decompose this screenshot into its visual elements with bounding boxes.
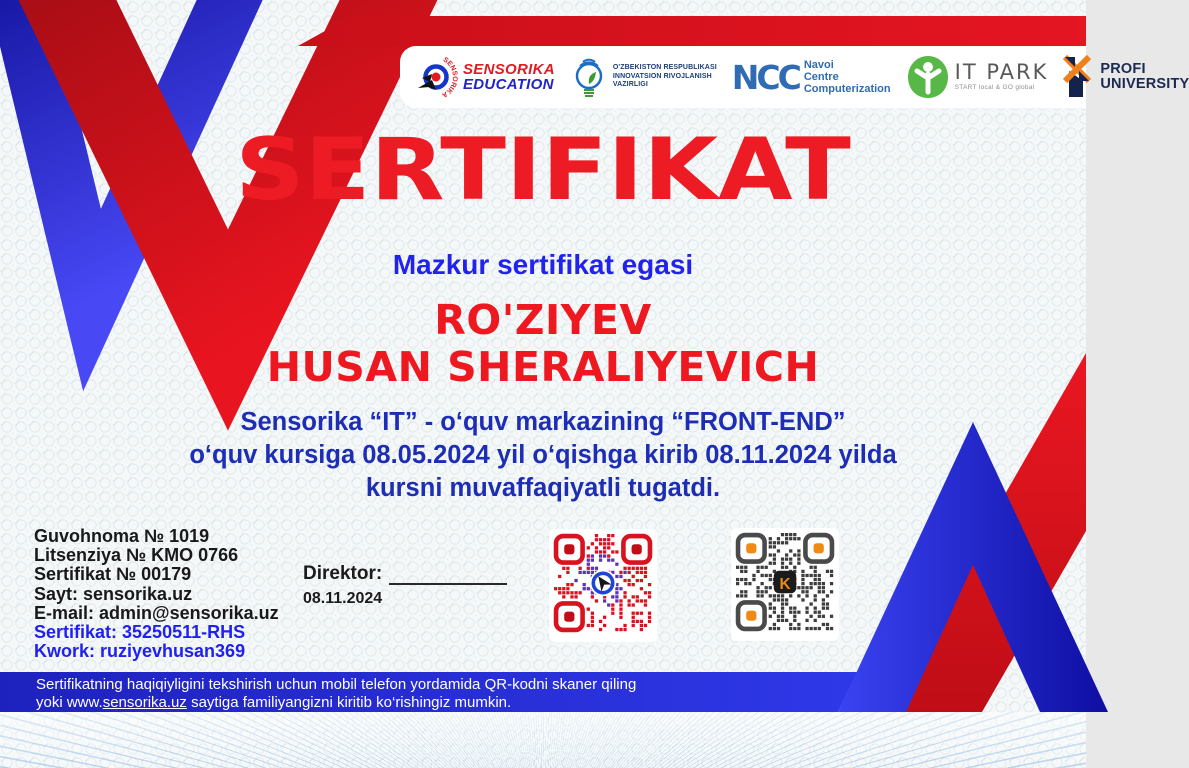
credential-litsenziya: Litsenziya № KMO 0766 bbox=[34, 545, 239, 566]
profi-line-1: PROFI bbox=[1100, 61, 1146, 77]
ministry-line-1: O'ZBEKISTON RESPUBLIKASI bbox=[612, 64, 717, 72]
signature-line bbox=[389, 566, 507, 585]
svg-text:SENSORIKA: SENSORIKA bbox=[440, 56, 458, 99]
recipient-given-names: HUSAN SHERALIYEVICH bbox=[266, 343, 820, 391]
signature-date: 08.11.2024 bbox=[303, 590, 383, 607]
ministry-line-3: VAZIRLIGI bbox=[612, 81, 648, 89]
itpark-tagline: START local & GO global bbox=[954, 84, 1035, 91]
course-description bbox=[0, 406, 1086, 505]
ncc-line-2: Centre bbox=[803, 71, 839, 83]
sensorika-logo-icon bbox=[412, 54, 458, 100]
certificate-title: SERTIFIKAT bbox=[235, 120, 851, 220]
ncc-line-1: Navoi bbox=[803, 59, 834, 71]
education-wordmark: EDUCATION bbox=[463, 76, 554, 93]
ncc-logo bbox=[732, 59, 891, 95]
profi-university-logo bbox=[1063, 55, 1189, 99]
itpark-logo-icon bbox=[906, 54, 950, 100]
course-line-2: o‘quv kursiga 08.05.2024 yil o‘qishga kirib 08.11.2024 yilda bbox=[189, 441, 897, 469]
qr-code-right-icon bbox=[736, 533, 834, 631]
credential-sertifikat-code: Sertifikat: 35250511-RHS bbox=[34, 622, 246, 643]
director-label: Direktor: bbox=[303, 563, 383, 584]
ministry-logo bbox=[570, 54, 717, 100]
verification-line-2-prefix: yoki www. bbox=[36, 694, 103, 711]
partner-logo-strip bbox=[400, 46, 1189, 108]
verification-line-1: Sertifikatning haqiqiyligini tekshirish uchun mobil telefon yordamida QR-kodni skaner qiling bbox=[36, 676, 637, 693]
signature-block bbox=[303, 563, 507, 608]
svg-text:K: K bbox=[779, 576, 791, 594]
recipient-name bbox=[0, 297, 1086, 391]
qr-code-sensorika bbox=[549, 529, 657, 642]
itpark-wordmark: IT PARK bbox=[954, 60, 1049, 84]
profi-line-2: UNIVERSITY bbox=[1100, 76, 1189, 92]
ncc-logo-icon: NCC bbox=[731, 57, 799, 97]
recipient-surname: RO'ZIYEV bbox=[434, 296, 652, 344]
course-line-3: kursni muvaffaqiyatli tugatdi. bbox=[365, 474, 721, 502]
verification-line-2-suffix: saytiga familiyangizni kiritib ko‘rishingiz mumkin. bbox=[186, 694, 512, 711]
sensorika-education-logo bbox=[412, 54, 555, 100]
ministry-line-2: INNOVATSION RIVOJLANISH bbox=[612, 72, 712, 80]
lightbulb-icon bbox=[570, 54, 608, 100]
profi-logo-icon bbox=[1063, 55, 1095, 99]
credential-site: Sayt: sensorika.uz bbox=[34, 583, 193, 604]
verification-note bbox=[0, 673, 730, 712]
credential-kwork: Kwork: ruziyevhusan369 bbox=[34, 641, 246, 662]
credential-email: E-mail: admin@sensorika.uz bbox=[34, 602, 279, 623]
course-line-1: Sensorika “IT” - o‘quv markazining “FRONT-END” bbox=[240, 408, 846, 436]
credential-guvohnoma: Guvohnoma № 1019 bbox=[34, 526, 210, 546]
qr-code-kwork bbox=[731, 528, 839, 641]
credential-sertifikat-no: Sertifikat № 00179 bbox=[34, 564, 192, 585]
itpark-logo bbox=[906, 54, 1049, 100]
sensorika-link[interactable]: sensorika.uz bbox=[102, 694, 187, 711]
credentials-block bbox=[34, 527, 279, 661]
certificate-subtitle: Mazkur sertifikat egasi bbox=[392, 249, 694, 280]
ncc-line-3: Computerization bbox=[803, 83, 891, 95]
verification-line-2 bbox=[36, 694, 730, 712]
sensorika-wordmark: SENSORIKA bbox=[463, 61, 555, 78]
qr-code-left-icon bbox=[554, 534, 652, 632]
top-red-band bbox=[298, 16, 1086, 46]
